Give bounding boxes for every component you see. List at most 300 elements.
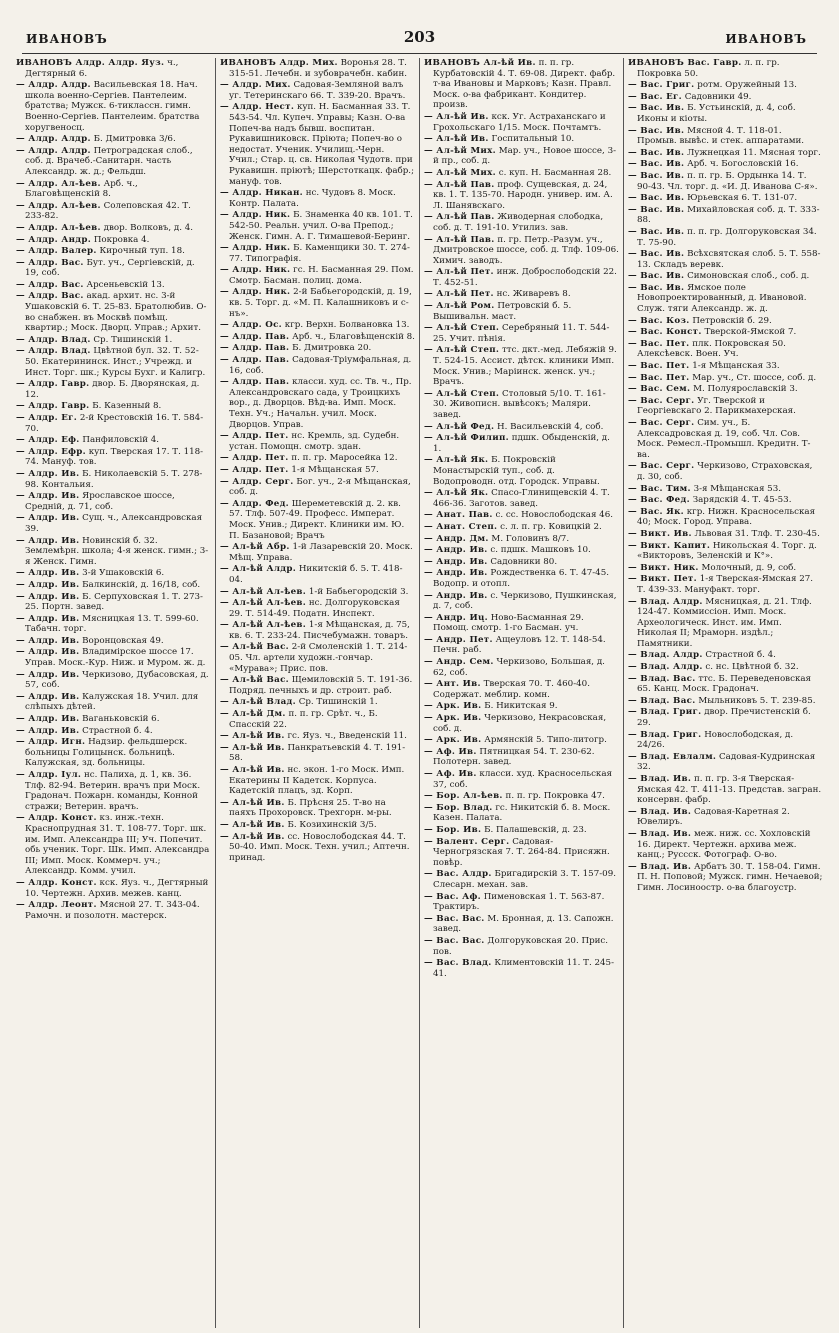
directory-entry — [628, 662, 823, 673]
directory-entry — [220, 265, 415, 286]
entry-name: — Алдр. Еф. — [16, 435, 80, 446]
entry-name: — Алдр. Ник. — [220, 265, 291, 276]
directory-entry — [424, 557, 619, 568]
directory-entry — [628, 227, 823, 248]
entry-details: Ср. Тишинскій 1. — [93, 334, 173, 345]
directory-entry — [424, 613, 619, 634]
directory-entry — [628, 205, 823, 226]
directory-entry — [16, 447, 211, 468]
entry-details: Михайловская соб. д. Т. 333-88. — [637, 204, 820, 226]
directory-entry — [424, 522, 619, 533]
entry-name: — Арк. Ив. — [424, 735, 482, 746]
directory-entry — [16, 179, 211, 200]
entry-name: — Ал-ѣй Ром. — [424, 301, 495, 312]
entry-details: Садовая-Каретная 2. Ювелиръ. — [637, 806, 790, 828]
directory-entry — [424, 679, 619, 700]
entry-details: Сущ. ч., Александровская 39. — [25, 513, 203, 534]
entry-details: Б. Серпуховская 1. Т. 273-25. Портн. завед. — [25, 591, 203, 613]
entry-details: Б. Устьинскій, д. 4, соб. Иконы и кіоты. — [637, 103, 796, 124]
column-4 — [623, 58, 827, 1328]
directory-entry — [220, 465, 415, 476]
entry-details: с. нс. Цвѣтной б. 32. — [705, 662, 799, 673]
directory-entry — [628, 461, 823, 482]
directory-entry — [16, 291, 211, 333]
directory-entry — [16, 258, 211, 279]
directory-entry — [16, 246, 211, 257]
entry-name: — Викт. Капит. — [628, 540, 711, 551]
entry-name: — Ант. Ив. — [424, 679, 481, 690]
directory-entry — [628, 316, 823, 327]
entry-name: — Алдр. Пав. — [220, 343, 290, 354]
entry-details: Б. Никитская 9. — [484, 701, 558, 712]
directory-entry — [220, 58, 415, 79]
directory-entry — [628, 193, 823, 204]
entry-details: Панкратьевскій 4. Т. 191-58. — [229, 742, 406, 764]
entry-name: — Алдр. Ефр. — [16, 446, 86, 457]
directory-entry — [16, 813, 211, 877]
directory-entry — [220, 564, 415, 585]
entry-name: — Алдр. Ив. — [16, 647, 80, 658]
directory-columns — [12, 58, 827, 1328]
entry-details: Серебряный 11. Т. 544-25. Учит. пѣнія. — [433, 323, 610, 344]
entry-details: Ярославское шоссе, Средній, д. 71, соб. — [25, 491, 175, 512]
directory-entry — [16, 900, 211, 921]
entry-name: — Андр. Ив. — [424, 590, 488, 601]
entry-details: Б. Дмитровка 3/6. — [93, 134, 176, 145]
entry-details: Ср. Тишинскій 1. — [298, 697, 378, 708]
entry-details: Армянскій 5. Типо-литогр. — [484, 735, 607, 746]
entry-name: — Вас. Вас. — [424, 913, 485, 924]
entry-details: Юрьевская 6. Т. 131-07. — [687, 193, 798, 204]
entry-details: Садовники 49. — [684, 91, 752, 102]
entry-details: кгр. Верхн. Болвановка 13. — [284, 320, 410, 331]
entry-name: — Анат. Пав. — [424, 510, 493, 521]
entry-name: — Алдр. Пав. — [220, 355, 290, 366]
entry-name: — Вас. Ив. — [628, 204, 685, 215]
column-1 — [12, 58, 215, 1328]
directory-entry — [628, 730, 823, 751]
entry-details: Новослободская, д. 24/26. — [637, 729, 794, 751]
entry-details: акад. архит. нс. 3-й Ушаковскій 6. Т. 25-83. Братолюбив. О-во снабжен. въ Москвѣ помѣщ. квартир.; Моск. Дворц. Управ.; Архит. — [25, 291, 207, 334]
entry-details: нс. Чудовъ 8. Моск. Контр. Палата. — [229, 188, 396, 209]
directory-entry — [16, 280, 211, 291]
entry-name: — Алдр. Влад. — [16, 346, 91, 357]
directory-entry — [16, 413, 211, 434]
entry-name: — Арк. Ив. — [424, 713, 482, 724]
entry-details: Б. Прѣсня 25. Т-во на паяхъ Прохоровск. Трехгорн. м-ры. — [229, 797, 392, 819]
entry-details: куп. Н. Басманная 33. Т. 543-54. Чл. Купеч. Управы; Казн. О-ва Попеч-ва надъ бывш. воспитан. Рукавишниковск. Пріюта; Попеч-во о недостат. Ученик. Училищ.-Черн. Учил.; Стар. ц. св. Николая Чудотв. при Рукавишн. пріютѣ; Шерстоткацк. фабр.; мануф. тов. — [229, 102, 414, 187]
entry-details: меж. ниж. сс. Хохловскій 16. Директ. Чертежн. архива меж. канц.; Руссск. Фотограф. О-во. — [637, 828, 811, 861]
entry-name: — Вас. Пет. — [628, 372, 690, 383]
entry-name: ИВАНОВЪ Вас. Гавр. — [628, 58, 742, 68]
directory-entry — [424, 591, 619, 612]
entry-name: — Ал-ѣй Алдр. — [220, 564, 297, 575]
directory-entry — [220, 587, 415, 598]
entry-details: Садовники 80. — [490, 556, 558, 567]
directory-entry — [628, 597, 823, 650]
entry-details: двор. Пречистенскій б. 29. — [637, 707, 811, 729]
entry-details: Мясницкая, д. 21. Тлф. 124-47. Коммиссіон. Имп. Моск. Археологическ. Инст. им. Имп. Николая II; Мраморн. издѣл.; Памятники. — [637, 596, 812, 649]
entry-name: — Алдр. Ив. — [16, 568, 80, 579]
directory-entry — [220, 102, 415, 187]
entry-details: Б. Казенный 8. — [92, 401, 162, 412]
entry-name: — Валент. Серг. — [424, 836, 510, 847]
entry-name: — Арк. Ив. — [424, 701, 482, 712]
directory-entry — [424, 635, 619, 656]
directory-entry — [628, 495, 823, 506]
entry-name: — Алдр. Ив. — [16, 579, 80, 590]
directory-entry — [16, 592, 211, 613]
directory-entry — [424, 58, 619, 111]
entry-details: Госпитальный 10. — [491, 134, 575, 145]
entry-details: Черкизово, Некрасовская, соб. д. — [433, 713, 607, 734]
entry-details: Бог. уч., 2-я Мѣщанская, соб. д. — [229, 476, 411, 498]
entry-name: — Викт. Пет. — [628, 574, 697, 585]
entry-name: — Алдр. Вас. — [16, 257, 84, 268]
entry-name: — Андр. Дм. — [424, 533, 489, 544]
entry-details: с. пдшк. Машковъ 10. — [490, 545, 591, 556]
entry-name: — Алдр. Алдр. — [16, 80, 91, 91]
entry-name: — Ал-ѣй Мих. — [424, 145, 496, 156]
directory-entry — [220, 765, 415, 797]
entry-name: — Ал-ѣй Ив. — [220, 765, 285, 775]
entry-name: — Андр. Сем. — [424, 657, 494, 668]
directory-entry — [424, 825, 619, 836]
entry-name: — Влад. Евлалм. — [628, 751, 717, 762]
entry-details: Сим. уч., Б. Алексадровская д. 19, соб. Чл. Сов. Моск. Ремесл.-Промышл. Кредитн. Т-ва. — [637, 418, 811, 460]
directory-entry — [220, 697, 415, 708]
entry-details: с. л. п. гр. Ковицкій 2. — [500, 521, 602, 532]
entry-details: Ащеуловъ 12. Т. 148-54. Печн. раб. — [433, 634, 606, 656]
entry-name: — Ал-ѣй Абр. — [220, 542, 290, 553]
directory-entry — [424, 803, 619, 824]
entry-details: Б. Николаевскій 5. Т. 278-98. Контальия. — [25, 468, 203, 490]
entry-details: Б. Покровскій Монастырскій туп., соб. д. Водопроводн. отд. Городск. Управы. — [433, 455, 600, 487]
entry-details: п. п. гр. Курбатовскій 4. Т. 69-08. Директ. фабр. т-ва Ивановы и Марковъ; Казн. Правл. Моск. о-ва фабрикант. Кондитер. произв. — [433, 58, 616, 111]
directory-entry — [628, 707, 823, 728]
entry-details: Никольская 4. Торг. д. «Викторовъ, Зеленскій и К°». — [637, 540, 817, 562]
entry-name: — Ал-ѣй Ал-ѣев. — [220, 586, 307, 597]
entry-name: — Алдр. Пет. — [220, 431, 289, 442]
entry-name: — Бор. Влад. — [424, 802, 493, 813]
entry-details: Арб. ч., Благовѣщенскій 8. — [25, 178, 138, 200]
entry-details: проф. Сущевская, д. 24, кв. 1. Т. 135-70. Народн. универ. им. А. Л. Шанявскаго. — [433, 179, 613, 211]
entry-details: Мар. уч., Новое шоссе, 3-й пр., соб. д. — [433, 145, 617, 167]
entry-details: Арбатъ 30. Т. 158-04. Гимн. П. Н. Поповой; Мужск. гимн. Нечаевой; Гимн. Лосиноостр. о-ва благоустр. — [637, 861, 823, 893]
entry-details: п. п. гр. 3-я Тверская-Ямская 42. Т. 411-13. Представ. загран. консервн. фабр. — [637, 774, 822, 806]
entry-details: Шереметевскій д. 2. кв. 57. Тлф. 507-49. Професс. Императ. Моск. Унив.; Директ. Клиники им. Ю. П. Базановой; Врачъ — [229, 498, 405, 541]
entry-details: 1-я Мѣщанская 57. — [291, 464, 379, 475]
entry-details: ч., Дегтярный 6. — [25, 58, 179, 79]
directory-entry — [628, 674, 823, 695]
entry-details: Молочный, д. 9, соб. — [701, 562, 797, 573]
directory-entry — [16, 670, 211, 691]
directory-entry — [424, 510, 619, 521]
directory-entry — [16, 401, 211, 412]
entry-name: — Анат. Степ. — [424, 521, 498, 532]
entry-name: — Вас. Як. — [628, 506, 684, 517]
page-header — [12, 24, 827, 54]
entry-details: Пименовская 1. Т. 563-87. Трактиръ. — [433, 891, 605, 913]
entry-name: — Вас. Ив. — [628, 170, 685, 181]
entry-details: Никитскій б. 5. Т. 418-04. — [229, 564, 403, 585]
entry-details: Б. Палашевскій, д. 23. — [484, 824, 587, 835]
directory-entry — [628, 650, 823, 661]
entry-details: Новинскій б. 32. Землемѣрн. школа; 4-я женск. гимн.; 3-я Женск. Гимн. — [25, 535, 209, 567]
entry-details: Пятницкая 54. Т. 230-62. Полотерн. завед. — [433, 746, 595, 768]
entry-details: 1-я Мѣщанская, д. 75, кв. 6. Т. 233-24. Писчебумажн. товаръ. — [229, 620, 410, 641]
entry-details: сс. Новослободская 44. Т. 50-40. Имп. Моск. Техн. учил.; Аптечн. принад. — [229, 831, 410, 863]
directory-entry — [628, 774, 823, 806]
entry-details: Тверская 70. Т. 460-40. Содержат. меблир. комн. — [433, 679, 590, 700]
directory-entry — [16, 346, 211, 378]
directory-entry — [220, 80, 415, 101]
directory-entry — [16, 469, 211, 490]
directory-entry — [16, 146, 211, 178]
directory-entry — [220, 743, 415, 764]
entry-name: — Алдр. Алдр. — [16, 134, 91, 145]
entry-name: — Алдр. Ив. — [16, 468, 80, 479]
entry-name: — Ал-ѣй Ив. — [220, 831, 285, 842]
entry-details: класси. худ. сс. Тв. ч., Пр. Александровскаго сада, у Троицкихъ вор., д. Дворцов. Вѣд-ва. Имп. Моск. Техн. Уч.; Начальн. учил. Моск. Дворцов. Управ. — [229, 377, 412, 430]
entry-details: Петроградская слоб., соб. д. Врачеб.-Санитарн. часть Александр. ж. д.; Фельдш. — [25, 145, 193, 177]
entry-details: Арб. ч. Богословскій 16. — [687, 159, 799, 170]
entry-name: — Алдр. Пет. — [220, 464, 289, 475]
directory-entry — [628, 829, 823, 861]
entry-details: Черкизово, Страховская, д. 30, соб. — [637, 461, 813, 482]
entry-name: ИВАНОВЪ Алдр. Алдр. Яуз. — [16, 58, 165, 68]
entry-name: — Бор. Ив. — [424, 824, 482, 835]
entry-details: Тверской-Ямской 7. — [704, 327, 797, 338]
entry-name: — Ал-ѣй Степ. — [424, 388, 500, 399]
entry-name: — Вас. Ив. — [628, 159, 685, 170]
entry-name: — Вас. Пет. — [628, 338, 690, 349]
entry-details: Цвѣтной бул. 32. Т. 52-50. Екатерининск. Инст.; Учрежд. и Инст. Торг. шк.; Курсы Бухг. и Калигр. — [25, 346, 206, 378]
entry-details: п. п. гр. Маросейка 12. — [291, 453, 398, 464]
entry-details: с. Черкизово, Пушкинская, д. 7, соб. — [433, 590, 617, 612]
column-2 — [215, 58, 419, 1328]
directory-entry — [220, 287, 415, 319]
entry-name: — Алдр. Ив. — [16, 635, 80, 646]
entry-details: двор. Волковъ, д. 4. — [103, 222, 194, 233]
entry-details: Климентовскій 11. Т. 245-41. — [433, 958, 614, 979]
entry-details: Арб. ч., Благовѣщенскій 8. — [292, 331, 415, 342]
entry-details: 1-я Мѣщанская 33. — [692, 361, 780, 372]
directory-entry — [628, 327, 823, 338]
directory-entry — [220, 709, 415, 730]
entry-details: Калужская 18. Учил. для слѣпыхъ дѣтей. — [25, 691, 199, 713]
entry-details: 2-й Смоленскій 1. Т. 214-05. Чл. артели художн.-гончар. «Мурава»; Прис. пов. — [229, 642, 408, 674]
entry-details: ттс. дкт.-мед. Лебяжій 9. Т. 524-15. Ассист. дѣтск. клиники Имп. Моск. Унив.; Маріинск. женск. уч.; Врачъ. — [433, 345, 617, 388]
directory-entry — [424, 869, 619, 890]
entry-details: 3-я Мѣщанская 53. — [693, 483, 781, 494]
directory-entry — [220, 243, 415, 264]
entry-name: — Вас. Вас. — [424, 935, 485, 946]
directory-entry — [220, 343, 415, 354]
directory-entry — [424, 134, 619, 145]
directory-entry — [424, 791, 619, 802]
entry-details: Симоновская слоб., соб. д. — [687, 271, 810, 282]
entry-name: — Вас. Серг. — [628, 395, 695, 406]
directory-entry — [16, 223, 211, 234]
entry-details: Владимірское шоссе 17. Управ. Моск.-Кур. Ниж. и Муром. ж. д. — [25, 647, 206, 669]
entry-name: — Ал-ѣй Вас. — [220, 642, 289, 653]
directory-entry — [220, 620, 415, 641]
directory-entry — [628, 807, 823, 828]
entry-details: Ваганьковскій 6. — [82, 714, 160, 725]
entry-details: Рождественка 6. Т. 47-45. Водопр. и отопл. — [433, 568, 610, 589]
entry-name: — Ал-ѣй Фед. — [424, 421, 495, 432]
entry-name: — Алдр. Ник. — [220, 210, 291, 221]
entry-name: — Ал-ѣй Пав. — [424, 234, 495, 245]
directory-entry — [424, 301, 619, 322]
entry-name: — Алдр. Ал-ѣев. — [16, 178, 101, 189]
entry-name: — Вас. Ив. — [628, 147, 685, 158]
entry-name: — Вас. Аф. — [424, 891, 481, 902]
entry-name: — Алдр. Iул. — [16, 770, 82, 780]
directory-entry — [16, 335, 211, 346]
entry-name: — Вас. Конст. — [628, 327, 702, 338]
entry-name: — Бор. Ал-ѣев. — [424, 791, 503, 802]
entry-details: Солеповская 42. Т. 233-82. — [25, 200, 191, 222]
entry-name: — Алдр. Ив. — [16, 725, 80, 736]
entry-name: — Алдр. Ив. — [16, 714, 80, 725]
entry-details: М. Полуярославскій 3. — [693, 384, 798, 395]
entry-name: — Аф. Ив. — [424, 746, 477, 757]
entry-name: — Ал-ѣй Филип. — [424, 433, 509, 444]
directory-entry — [424, 345, 619, 387]
entry-name: — Вас. Тим. — [628, 483, 691, 494]
directory-entry — [220, 332, 415, 343]
entry-details: п. п. гр. Б. Ордынка 14. Т. 90-43. Чл. торг. д. «И. Д. Иванова С-я». — [637, 170, 818, 192]
entry-name: — Алдр. Ив. — [16, 513, 80, 524]
entry-name: — Вас. Коз. — [628, 315, 690, 326]
entry-name: — Влад. Ив. — [628, 806, 692, 817]
entry-details: ротм. Оружейный 13. — [697, 80, 797, 91]
entry-details: нс. Кремль, зд. Судебн. устан. Помощн. смотр. здан. — [229, 431, 400, 452]
entry-name: — Вас. Ив. — [628, 103, 685, 114]
entry-name: — Вас. Ив. — [628, 125, 685, 136]
entry-details: нс. Палиха, д. 1, кв. 36. Тлф. 82-94. Ветерин. врачъ при Моск. Градонач. Пожарн. команды, Конной стражи; Ветерин. врачъ. — [25, 770, 201, 812]
entry-name: — Вас. Влад. — [424, 958, 492, 969]
directory-entry — [16, 714, 211, 725]
entry-name: — Вас. Алдр. — [424, 869, 492, 880]
entry-name: — Ал-ѣй Ал-ѣев. — [220, 620, 307, 631]
entry-details: гс. Н. Басманная 29. Пом. Смотр. Басман. полиц. дома. — [229, 265, 414, 286]
entry-details: плк. Покровская 50. Алексѣевск. Воен. Уч. — [637, 338, 786, 360]
directory-entry — [424, 433, 619, 454]
directory-entry — [628, 283, 823, 315]
entry-name: — Алдр. Мих. — [220, 80, 291, 91]
entry-name: — Алдр. Фед. — [220, 498, 290, 509]
entry-name: — Ал-ѣй Пав. — [424, 212, 495, 223]
directory-entry — [424, 545, 619, 556]
entry-details: нс. Долгоруковская 29. Т. 514-49. Податн. Инспект. — [229, 598, 400, 619]
entry-name: — Андр. Ив. — [424, 556, 488, 567]
directory-entry — [424, 488, 619, 509]
directory-entry — [628, 862, 823, 894]
entry-details: Воронья 28. Т. 315-51. Лечебн. и зубоврачебн. кабин. — [229, 58, 408, 79]
directory-entry — [220, 188, 415, 209]
directory-entry — [424, 267, 619, 288]
entry-details: кск. Яуз. ч., Дегтярный 10. Чертежн. Архив. межев. канц. — [25, 877, 209, 899]
entry-details: Б. Козихинскій 3/5. — [287, 819, 377, 830]
entry-name: — Ал-ѣй Як. — [424, 455, 489, 466]
entry-name: — Алдр. Валер. — [16, 246, 97, 257]
directory-entry — [628, 396, 823, 417]
directory-entry — [628, 563, 823, 574]
entry-name: — Вас. Ег. — [628, 91, 682, 102]
directory-entry — [424, 112, 619, 133]
entry-name: — Влад. Ив. — [628, 774, 692, 784]
directory-entry — [220, 499, 415, 541]
directory-entry — [424, 180, 619, 212]
entry-details: Садовая-Кудринская 32. — [637, 751, 816, 773]
entry-details: Долгоруковская 20. Прис. пов. — [433, 935, 609, 957]
entry-details: 1-й Бабьегородскій 3. — [308, 586, 409, 597]
entry-details: Мар. уч., Ст. шоссе, соб. д. — [692, 372, 817, 383]
directory-entry — [16, 201, 211, 222]
entry-name: — Влад. Алдр. — [628, 662, 703, 673]
entry-details: М. Бронная, д. 13. Сапожн. завед. — [433, 913, 614, 935]
entry-name: — Алдр. Конст. — [16, 813, 97, 824]
directory-entry — [16, 568, 211, 579]
directory-entry — [424, 769, 619, 790]
directory-entry — [16, 647, 211, 668]
directory-entry — [16, 770, 211, 812]
directory-entry — [628, 529, 823, 540]
directory-entry — [628, 541, 823, 562]
directory-entry — [424, 837, 619, 869]
entry-name: — Влад. Вас. — [628, 695, 696, 706]
entry-details: Черкизово, Дубасовская, д. 57, соб. — [25, 669, 209, 691]
entry-details: Воронцовская 49. — [82, 635, 164, 646]
entry-details: кз. инж.-техн. Краснопрудная 31. Т. 108-77. Торг. шк. им. Имп. Александра III; Уч. Попечит. обь ученик. Торг. Шк. Имп. Александра III; Имп. Моск. Коммерч. уч.; Александр. Комм. учил. — [25, 813, 210, 877]
entry-name: — Ал-ѣй Пет. — [424, 267, 494, 278]
entry-name: — Ал-ѣй Пав. — [424, 179, 495, 190]
directory-entry — [628, 80, 823, 91]
entry-name: — Алдр. Конст. — [16, 877, 97, 888]
entry-details: 3-й Ушаковскій 6. — [82, 568, 165, 579]
entry-name: — Алдр. Ал-ѣев. — [16, 222, 101, 233]
entry-name: — Ал-ѣй Ал-ѣев. — [220, 598, 307, 609]
directory-entry — [16, 80, 211, 133]
header-rule — [22, 53, 817, 54]
directory-entry — [628, 148, 823, 159]
entry-name: — Вас. Григ. — [628, 80, 695, 91]
entry-details: Петровскій б. 5. Вышивальн. маст. — [433, 301, 572, 322]
entry-name: — Алдр. Ал-ѣев. — [16, 200, 101, 211]
directory-entry — [16, 379, 211, 400]
directory-entry — [16, 737, 211, 769]
entry-details: Б. Дмитровка 20. — [292, 343, 372, 354]
entry-name: — Алдр. Алдр. — [16, 145, 91, 156]
entry-details: пдшк. Обыденскій, д. 1. — [433, 433, 610, 454]
directory-entry — [16, 491, 211, 512]
entry-name: — Ал-ѣй Ив. — [424, 134, 489, 145]
entry-name: — Алдр. Никан. — [220, 188, 303, 199]
entry-details: кск. Уг. Астраханскаго и Грохольскаго 1/15. Моск. Почтамтъ. — [433, 111, 606, 133]
entry-name: — Влад. Ив. — [628, 861, 692, 872]
entry-details: инж. Доброслободскій 22. Т. 452-51. — [433, 267, 617, 288]
entry-name: — Вас. Пет. — [628, 361, 690, 372]
directory-entry — [424, 389, 619, 421]
entry-name: — Андр. Пет. — [424, 634, 493, 645]
entry-details: 2-й Бабьегородскій, д. 19, кв. 5. Торг. д. «М. П. Калашниковъ и с-нъ». — [229, 287, 412, 319]
entry-name: — Вас. Ив. — [628, 226, 685, 237]
entry-details: Ямское поле Новопроектированный, д. Ивановой. Служ. тяги Александр. ж. д. — [637, 282, 807, 315]
directory-entry — [424, 735, 619, 746]
